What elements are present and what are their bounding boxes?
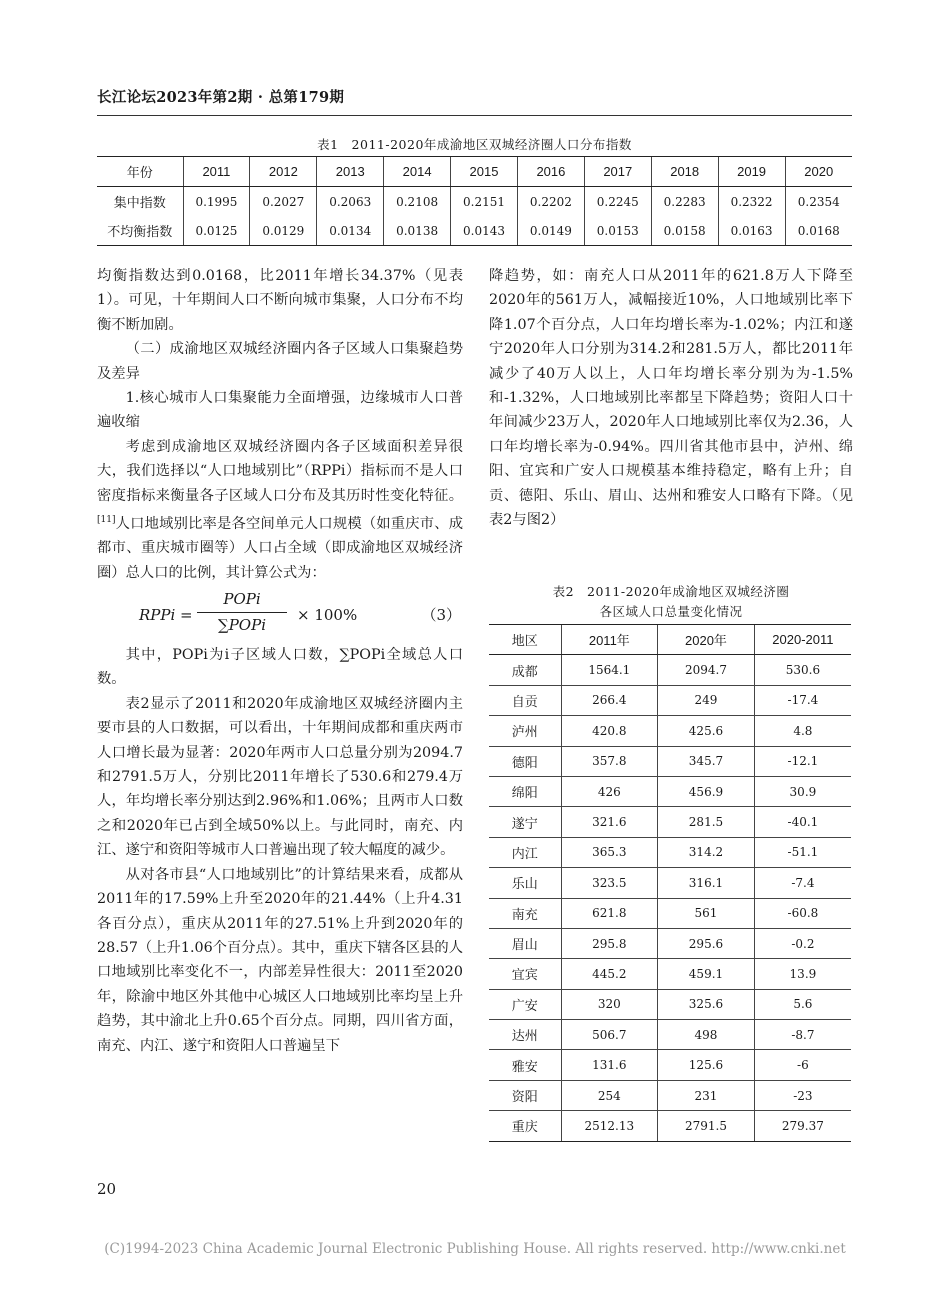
- table-cell: -60.8: [754, 898, 851, 928]
- row-label: 重庆: [489, 1111, 561, 1141]
- table-cell: 365.3: [561, 837, 658, 867]
- table-cell: -6: [754, 1050, 851, 1080]
- subsection-heading: 1.核心城市人口集聚能力全面增强，边缘城市人口普遍收缩: [97, 390, 463, 431]
- column-header: 2016: [517, 157, 584, 187]
- table-row: [489, 716, 851, 746]
- table-row: [489, 1020, 851, 1050]
- table-cell: 0.0158: [651, 216, 718, 246]
- table-cell: 125.6: [658, 1050, 755, 1080]
- equation-number: （3）: [421, 606, 461, 625]
- table-cell: 325.6: [658, 989, 755, 1019]
- table-cell: 498: [658, 1020, 755, 1050]
- table2-body: [489, 655, 851, 1141]
- paragraph: 其中，POPi为i子区域人口数，∑POPi全域总人口数。: [97, 647, 463, 688]
- table-cell: -0.2: [754, 928, 851, 958]
- row-label: 遂宁: [489, 807, 561, 837]
- left-column: [97, 264, 463, 1058]
- table-row: [489, 928, 851, 958]
- table-cell: 0.0168: [785, 216, 852, 246]
- section-heading: （二）成渝地区双城经济圈内各子区域人口集聚趋势及差异: [97, 341, 463, 382]
- table-cell: 231: [658, 1080, 755, 1110]
- table2-header-row: [489, 625, 851, 655]
- formula-3: [97, 585, 463, 643]
- table-row: [489, 837, 851, 867]
- table1-caption: 表1 2011-2020年成渝地区双城经济圈人口分布指数: [317, 137, 632, 152]
- table-cell: -23: [754, 1080, 851, 1110]
- row-label: 南充: [489, 898, 561, 928]
- table-cell: 0.2108: [384, 187, 451, 217]
- table-cell: 0.0125: [183, 216, 250, 246]
- table-cell: 249: [658, 685, 755, 715]
- paragraph-text: 考虑到成渝地区双城经济圈内各子区域面积差异很大，我们选择以“人口地域别比”（RPPi）指标而不是人口密度指标来衡量各子区域人口分布及其历时性变化特征。: [97, 438, 463, 504]
- table-cell: 0.0153: [584, 216, 651, 246]
- table-row: [489, 655, 851, 685]
- row-label: 绵阳: [489, 776, 561, 806]
- running-header: 长江论坛2023年第2期 · 总第179期: [97, 89, 345, 106]
- table-row: [489, 1050, 851, 1080]
- table-cell: 0.2322: [718, 187, 785, 217]
- row-label: 集中指数: [113, 195, 166, 210]
- column-header: 2017: [584, 157, 651, 187]
- formula-numerator: POPi: [197, 587, 287, 613]
- column-header: 2019: [718, 157, 785, 187]
- column-header: 2013: [317, 157, 384, 187]
- table-cell: -12.1: [754, 746, 851, 776]
- right-column: [489, 264, 853, 532]
- column-header: 年份: [97, 157, 183, 187]
- table-cell: -8.7: [754, 1020, 851, 1050]
- table2-caption-line1: 表2 2011-2020年成渝地区双城经济圈: [552, 584, 790, 599]
- formula-fraction: [197, 587, 287, 638]
- table-cell: 621.8: [561, 898, 658, 928]
- table-cell: 425.6: [658, 716, 755, 746]
- table-cell: 0.2202: [517, 187, 584, 217]
- row-label: 广安: [489, 989, 561, 1019]
- table-cell: 0.2027: [250, 187, 317, 217]
- table-row: [489, 807, 851, 837]
- row-label: 德阳: [489, 746, 561, 776]
- table-cell: 561: [658, 898, 755, 928]
- row-label: 达州: [489, 1020, 561, 1050]
- table-row: [489, 989, 851, 1019]
- paragraph: [97, 435, 463, 585]
- column-header: 2020: [785, 157, 852, 187]
- table-cell: 321.6: [561, 807, 658, 837]
- column-header: 2015: [451, 157, 518, 187]
- formula-percent: × 100%: [297, 606, 358, 625]
- table-row: [489, 898, 851, 928]
- table-cell: 0.2245: [584, 187, 651, 217]
- table-row: [489, 1111, 851, 1141]
- table-cell: 1564.1: [561, 655, 658, 685]
- table-cell: 266.4: [561, 685, 658, 715]
- header-rule: [97, 115, 852, 116]
- table-cell: 5.6: [754, 989, 851, 1019]
- page-number: 20: [97, 1180, 117, 1198]
- table-cell: 456.9: [658, 776, 755, 806]
- formula-lhs: RPPi =: [139, 606, 193, 625]
- table-cell: 0.0149: [517, 216, 584, 246]
- column-header: 2020年: [658, 625, 755, 655]
- table-cell: 0.2283: [651, 187, 718, 217]
- table-cell: 420.8: [561, 716, 658, 746]
- table-cell: 314.2: [658, 837, 755, 867]
- table-cell: 4.8: [754, 716, 851, 746]
- row-label: 自贡: [489, 685, 561, 715]
- column-header: 2012: [250, 157, 317, 187]
- row-label: 雅安: [489, 1050, 561, 1080]
- table1: [97, 156, 852, 246]
- table-cell: 506.7: [561, 1020, 658, 1050]
- table-row: [489, 959, 851, 989]
- formula-denominator: ∑POPi: [218, 616, 266, 635]
- paragraph: 降趋势，如：南充人口从2011年的621.8万人下降至2020年的561万人，减幅接近10%，人口地域别比率下降1.07个百分点，人口年均增长率为-1.02%；内江和遂宁2020年人口分别为314.2和281.5万人，都比2011年减少了40万人以上，人口年均增长率分别为为-1.5%和-1.32%，人口地域别比率都呈下降趋势；资阳人口十年间减少23万人，2020年人口地域别比率仅为2.36，人口年均增长率为-0.94%。四川省其他市县中，泸州、绵阳、宜宾和广安人口规模基本维持稳定，略有上升；自贡、德阳、乐山、眉山、达州和雅安人口略有下降。（见表2与图2）: [489, 268, 853, 529]
- table-cell: 426: [561, 776, 658, 806]
- table-cell: 279.37: [754, 1111, 851, 1141]
- table-cell: 357.8: [561, 746, 658, 776]
- table-cell: 0.0143: [451, 216, 518, 246]
- column-header: 2011: [183, 157, 250, 187]
- row-label: 眉山: [489, 928, 561, 958]
- row-label: 泸州: [489, 716, 561, 746]
- paragraph: 均衡指数达到0.0168，比2011年增长34.37%（见表1）。可见，十年期间人口不断向城市集聚，人口分布不均衡不断加剧。: [97, 268, 463, 333]
- row-label: 成都: [489, 655, 561, 685]
- table-cell: 530.6: [754, 655, 851, 685]
- table-row: [97, 187, 852, 217]
- table-cell: 0.2063: [317, 187, 384, 217]
- copyright-footer: (C)1994-2023 China Academic Journal Electronic Publishing House. All rights reserved. http://www.cnki.net: [104, 1241, 846, 1257]
- paragraph-text: 人口地域别比率是各空间单元人口规模（如重庆市、成都市、重庆城市圈等）人口占全域（即成渝地区双城经济圈）总人口的比例，其计算公式为：: [97, 515, 463, 581]
- table-cell: 0.0134: [317, 216, 384, 246]
- row-label: 资阳: [489, 1080, 561, 1110]
- row-label: 乐山: [489, 868, 561, 898]
- table-row: [489, 868, 851, 898]
- table-cell: 254: [561, 1080, 658, 1110]
- row-label: 宜宾: [489, 959, 561, 989]
- table-cell: 0.2151: [451, 187, 518, 217]
- paragraph: 表2显示了2011和2020年成渝地区双城经济圈内主要市县的人口数据，可以看出，十年期间成都和重庆两市人口增长最为显著：2020年两市人口总量分别为2094.7和2791.5万人，分别比2011年增长了530.6和279.4万人，年均增长率分别达到2.96%和1.06%；且两市人口数之和2020年已占到全域50%以上。与此同时，南充、内江、遂宁和资阳等城市人口普遍出现了较大幅度的减少。: [97, 695, 463, 859]
- table-cell: 295.8: [561, 928, 658, 958]
- citation-ref[interactable]: [11]: [97, 515, 116, 526]
- table-cell: 295.6: [658, 928, 755, 958]
- table-cell: 445.2: [561, 959, 658, 989]
- paragraph: 从对各市县“人口地域别比”的计算结果来看，成都从2011年的17.59%上升至2020年的21.44%（上升4.31各百分点），重庆从2011年的27.51%上升到2020年的28.57（上升1.06个百分点）。其中，重庆下辖各区县的人口地域别比率变化不一，内部差异性很大：2011至2020年，除渝中地区外其他中心城区人口地域别比率均呈上升趋势，其中渝北上升0.65个百分点。同期，四川省方面，南充、内江、遂宁和资阳人口普遍呈下: [97, 866, 463, 1054]
- table-cell: 131.6: [561, 1050, 658, 1080]
- table-cell: 281.5: [658, 807, 755, 837]
- table-row: [97, 216, 852, 246]
- table-cell: -51.1: [754, 837, 851, 867]
- table-row: [489, 746, 851, 776]
- table1-header-row: [97, 157, 852, 187]
- column-header: 地区: [489, 625, 561, 655]
- table-cell: 2512.13: [561, 1111, 658, 1141]
- table1-body: [97, 187, 852, 246]
- column-header: 2018: [651, 157, 718, 187]
- table-cell: -17.4: [754, 685, 851, 715]
- table-cell: 0.0138: [384, 216, 451, 246]
- table-cell: 459.1: [658, 959, 755, 989]
- table-cell: 323.5: [561, 868, 658, 898]
- row-label: 不均衡指数: [97, 216, 183, 246]
- table-cell: -7.4: [754, 868, 851, 898]
- table-row: [489, 685, 851, 715]
- table-cell: 13.9: [754, 959, 851, 989]
- table-cell: 2791.5: [658, 1111, 755, 1141]
- table-row: [489, 776, 851, 806]
- table-cell: 320: [561, 989, 658, 1019]
- table-cell: 0.0129: [250, 216, 317, 246]
- table-cell: 345.7: [658, 746, 755, 776]
- table-cell: 0.2354: [785, 187, 852, 217]
- table-row: [489, 1080, 851, 1110]
- table-cell: 0.1995: [183, 187, 250, 217]
- column-header: 2011年: [561, 625, 658, 655]
- table-cell: 30.9: [754, 776, 851, 806]
- table-cell: 316.1: [658, 868, 755, 898]
- table-cell: 2094.7: [658, 655, 755, 685]
- column-header: 2020-2011: [754, 625, 851, 655]
- table2-caption: [489, 582, 853, 622]
- table2: [489, 624, 851, 1142]
- table2-caption-line2: 各区域人口总量变化情况: [599, 604, 743, 619]
- row-label: 内江: [489, 837, 561, 867]
- table-cell: 0.0163: [718, 216, 785, 246]
- column-header: 2014: [384, 157, 451, 187]
- table-cell: -40.1: [754, 807, 851, 837]
